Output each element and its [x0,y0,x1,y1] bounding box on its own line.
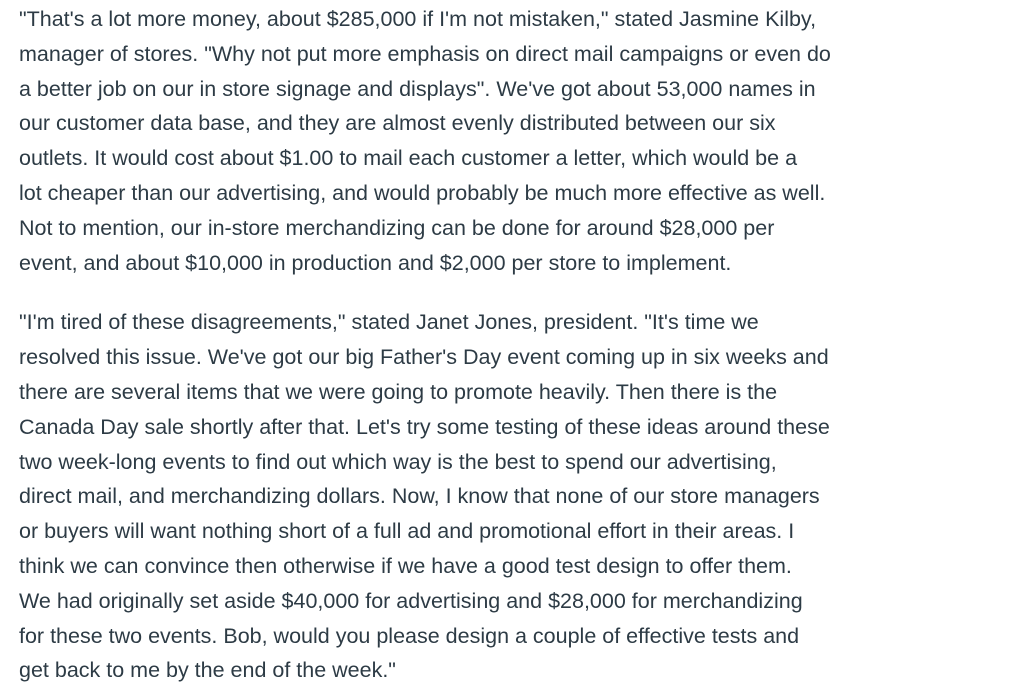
text-line: there are several items that we were going to promote heavily. Then there is the [19,379,778,404]
text-line: for these two events. Bob, would you please design a couple of effective tests and [19,623,800,648]
paragraph-jasmine-kilby [19,2,1019,280]
text-line: direct mail, and merchandizing dollars. Now, I know that none of our store managers [19,484,820,509]
text-line: "I'm tired of these disagreements," stated Janet Jones, president. "It's time we [19,310,759,335]
text-line: our customer data base, and they are almost evenly distributed between our six [19,111,776,136]
document-body [19,2,1019,688]
text-line: Not to mention, our in-store merchandizing can be done for around $28,000 per [19,215,775,240]
text-line: manager of stores. "Why not put more emphasis on direct mail campaigns or even do [19,41,831,66]
text-line: or buyers will want nothing short of a full ad and promotional effort in their areas. I [19,519,795,544]
text-line: a better job on our in store signage and displays". We've got about 53,000 names in [19,76,816,101]
text-line: lot cheaper than our advertising, and would probably be much more effective as well. [19,180,826,205]
text-line: resolved this issue. We've got our big Father's Day event coming up in six weeks and [19,345,829,370]
text-line: Canada Day sale shortly after that. Let's try some testing of these ideas around these [19,414,830,439]
text-line: get back to me by the end of the week." [19,658,396,683]
text-line: outlets. It would cost about $1.00 to mail each customer a letter, which would be a [19,146,798,171]
text-line: two week-long events to find out which way is the best to spend our advertising, [19,449,777,474]
text-line: We had originally set aside $40,000 for advertising and $28,000 for merchandizing [19,588,803,613]
text-line: event, and about $10,000 in production and $2,000 per store to implement. [19,250,732,275]
text-line: think we can convince then otherwise if we have a good test design to offer them. [19,553,792,578]
paragraph-janet-jones [19,305,1019,688]
text-line: "That's a lot more money, about $285,000 if I'm not mistaken," stated Jasmine Kilby, [19,7,817,31]
